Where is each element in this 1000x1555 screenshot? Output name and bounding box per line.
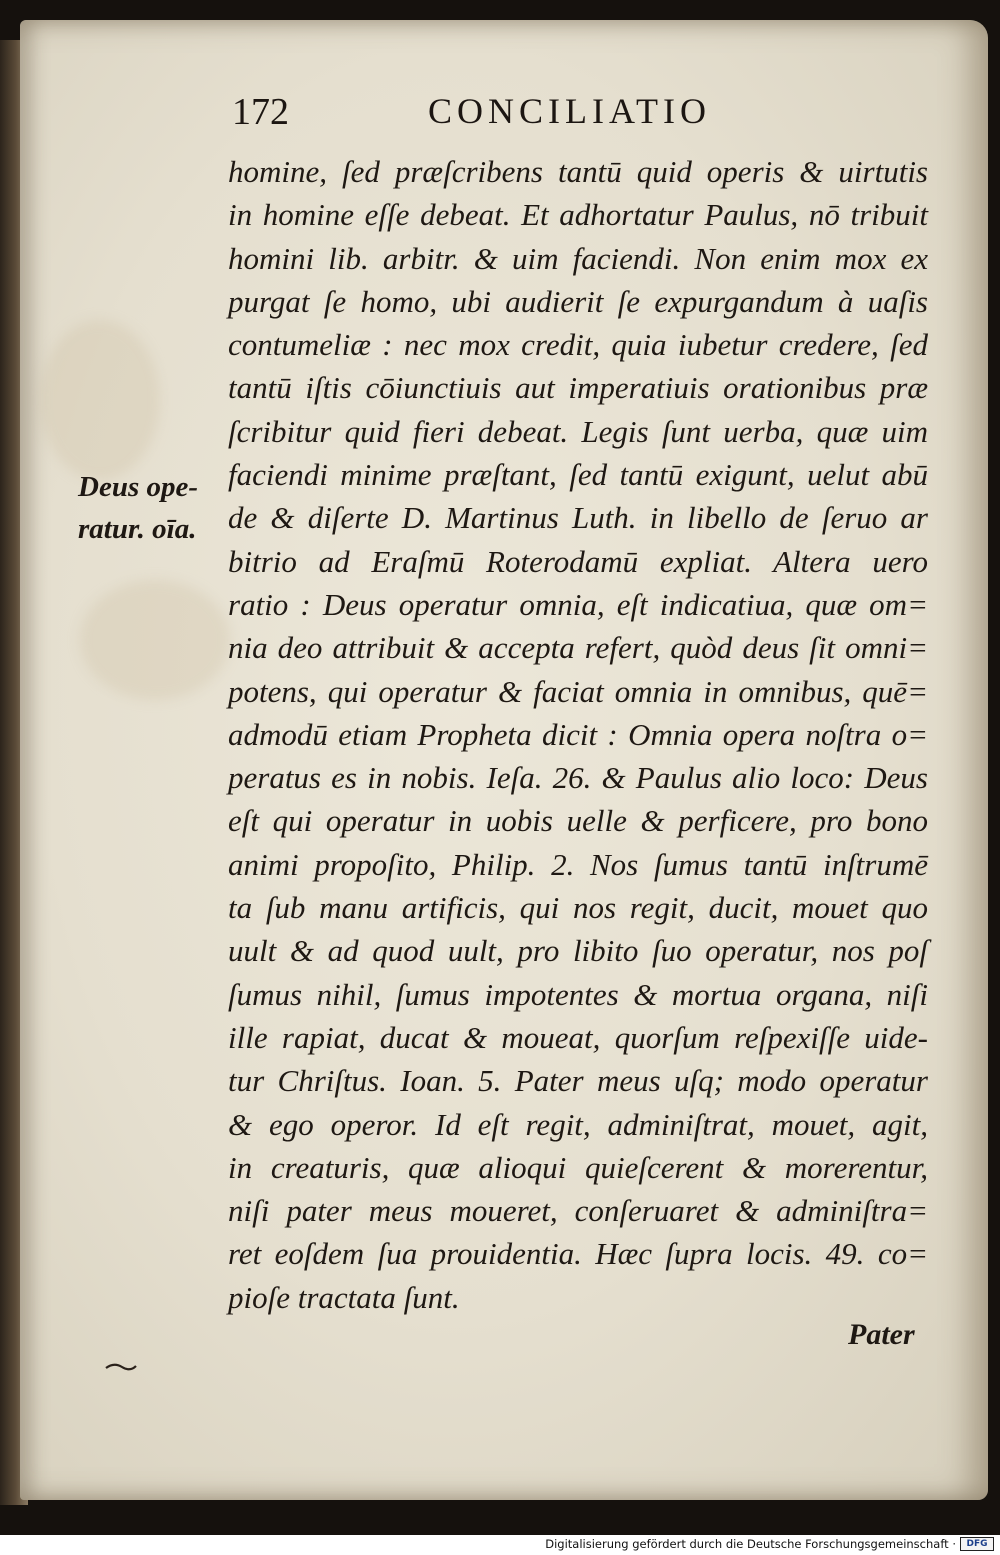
catchword: Pater xyxy=(848,1318,915,1351)
text-line: pioſe tractata ſunt. xyxy=(228,1279,460,1315)
footer-bar xyxy=(0,1535,1000,1555)
page-number: 172 xyxy=(232,91,289,133)
text-line: ille rapiat, ducat & moueat, quorſum reſpexiſſe uide- xyxy=(228,1019,928,1055)
page-header xyxy=(232,90,932,140)
marginal-note-line: ratur. oīa. xyxy=(78,513,197,545)
text-line: bitrio ad Eraſmū Roterodamū expliat. Altera uero xyxy=(228,543,928,579)
text-line: purgat ſe homo, ubi audierit ſe expurgandum à uaſis xyxy=(228,283,928,319)
text-line: & ego operor. Id eſt regit, adminiſtrat, mouet, agit, xyxy=(228,1106,928,1142)
text-line: faciendi minime præſtant, ſed tantū exigunt, uelut abū xyxy=(228,457,928,493)
text-line: peratus es in nobis. Ieſa. 26. & Paulus alio loco: Deus xyxy=(228,760,928,796)
text-line: homine, ſed præſcribens tantū quid operis & uirtutis xyxy=(228,154,928,189)
text-line: tur Chriſtus. Ioan. 5. Pater meus uſq; modo operatur xyxy=(228,1063,928,1099)
text-line: uult & ad quod uult, pro libito ſuo operatur, nos poſ xyxy=(228,933,928,969)
text-line: potens, qui operatur & faciat omnia in omnibus, quē= xyxy=(228,673,928,709)
body-text xyxy=(228,150,928,1319)
dfg-logo: DFG xyxy=(960,1537,994,1551)
ink-mark-icon xyxy=(104,1360,138,1372)
text-line: contumeliæ : nec mox credit, quia iubetur credere, ſed xyxy=(228,327,928,363)
text-line: eſt qui operatur in uobis uelle & perficere, pro bono xyxy=(228,803,928,839)
text-line: de & diſerte D. Martinus Luth. in libello de ſeruo ar xyxy=(228,500,928,536)
paper-stain xyxy=(40,320,160,480)
text-line: tantū iſtis cōiunctiuis aut imperatiuis orationibus præ xyxy=(228,370,928,406)
running-title: CONCILIATIO xyxy=(428,91,711,131)
text-line: ratio : Deus operatur omnia, eſt indicatiua, quæ om= xyxy=(228,586,928,622)
text-line: niſi pater meus moueret, conſeruaret & adminiſtra= xyxy=(228,1193,928,1229)
text-line: ſcribitur quid fieri debeat. Legis ſunt uerba, quæ uim xyxy=(228,413,928,449)
marginal-note xyxy=(78,466,228,550)
text-line: animi propoſito, Philip. 2. Nos ſumus tantū inſtrumē xyxy=(228,846,928,882)
text-line: homini lib. arbitr. & uim faciendi. Non enim mox ex xyxy=(228,240,928,276)
text-line: nia deo attribuit & accepta refert, quòd deus ſit omni= xyxy=(228,630,928,666)
text-line: in homine eſſe debeat. Et adhortatur Paulus, nō tribuit xyxy=(228,197,928,233)
text-line: admodū etiam Propheta dicit : Omnia opera noſtra o= xyxy=(228,716,928,752)
text-line: ſumus nihil, ſumus impotentes & mortua organa, niſi xyxy=(228,976,928,1012)
marginal-note-line: Deus ope- xyxy=(78,471,199,503)
funding-credit: Digitalisierung gefördert durch die Deutsche Forschungsgemeinschaft · xyxy=(545,1537,956,1551)
paper-stain xyxy=(80,580,230,700)
text-line: ta ſub manu artificis, qui nos regit, ducit, mouet quo xyxy=(228,890,928,926)
text-line: ret eoſdem ſua prouidentia. Hæc ſupra locis. 49. co= xyxy=(228,1236,928,1272)
text-line: in creaturis, quæ alioqui quieſcerent & morerentur, xyxy=(228,1149,928,1185)
